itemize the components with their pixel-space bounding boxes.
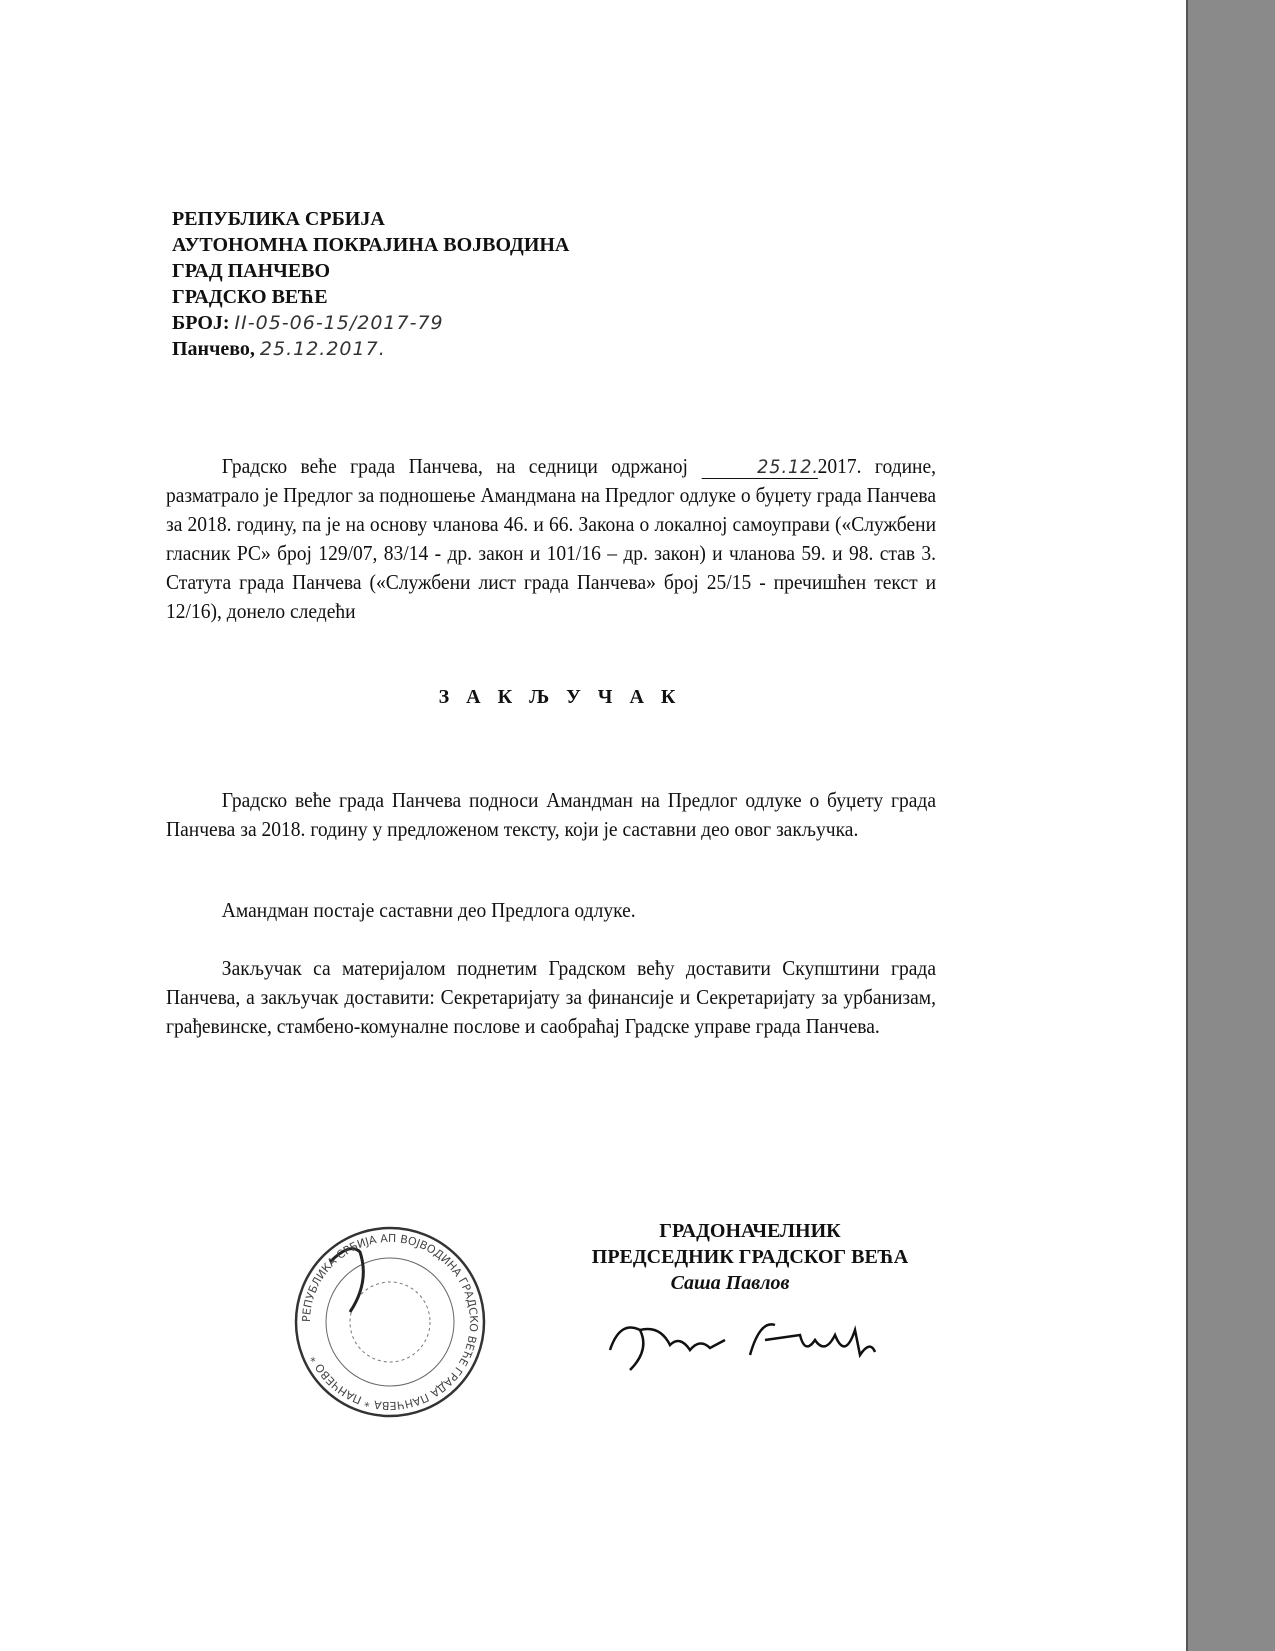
signatory-title-mayor: ГРАДОНАЧЕЛНИК bbox=[659, 1220, 841, 1242]
official-stamp bbox=[290, 1222, 490, 1422]
session-date-field: 25.12. bbox=[701, 456, 817, 479]
header-place-date: Панчево, 25.12.2017. bbox=[172, 338, 386, 360]
header-number: БРОЈ: II-05-06-15/2017-79 bbox=[172, 312, 444, 334]
header-council: ГРАДСКО ВЕЋЕ bbox=[172, 286, 328, 308]
document-title: З А К Љ У Ч А К bbox=[438, 686, 682, 708]
conclusion-paragraph-3: Закључак са материјалом поднетим Градском већу доставити Скупштини града Панчева, а закључак доставити: Секретаријату за финансије и Секретаријату за урбанизам, грађевинске, стамбено-комуналне послове и саобраћај Градске управе града Панчева. bbox=[166, 956, 937, 1038]
signatory-name: Саша Павлов bbox=[670, 1272, 790, 1294]
conclusion-paragraph-1: Градско веће града Панчева подноси Амандман на Предлог одлуке о буџету града Панчева за 2018. годину у предложеном тексту, који је саставни део овог закључка. bbox=[166, 788, 937, 841]
stamp-text: РЕПУБЛИКА СРБИЈА АП ВОЈВОДИНА ГРАДСКО ВЕЋЕ ГРАДА ПАНЧЕВА * ПАНЧЕВО * bbox=[299, 1231, 481, 1413]
header-country: РЕПУБЛИКА СРБИЈА bbox=[172, 208, 385, 230]
document-header bbox=[172, 206, 569, 362]
handwritten-signature bbox=[600, 1310, 900, 1380]
header-city: ГРАД ПАНЧЕВО bbox=[172, 260, 331, 282]
scanner-edge bbox=[1186, 0, 1275, 1651]
signature-block bbox=[540, 1218, 960, 1296]
handwritten-number: II-05-06-15/2017-79 bbox=[234, 312, 444, 334]
svg-text:РЕПУБЛИКА СРБИЈА АП ВОЈВОДИНА bbox=[300, 1232, 480, 1412]
signatory-title-president: ПРЕДСЕДНИК ГРАДСКОГ ВЕЋА bbox=[591, 1246, 909, 1268]
conclusion-paragraph-2: Амандман постаје саставни део Предлога одлуке. bbox=[221, 898, 636, 922]
handwritten-date: 25.12.2017. bbox=[259, 338, 386, 360]
intro-paragraph: Градско веће града Панчева, на седници одржаној 25.12.2017. године, разматрало је Предлог за подношење Амандмана на Предлог одлуке о буџету града Панчева за 2018. годину, па је на основу чланова 46. и 66. Закона о локалној самоуправи («Службени гласник РС» број 129/07, 83/14 - др. закон и 101/16 – др. закон) и чланова 59. и 98. став 3. Статута града Панчева («Службени лист града Панчева» број 25/15 - пречишћен текст и 12/16), донело следећи bbox=[166, 454, 937, 623]
header-province: АУТОНОМНА ПОКРАЈИНА ВОЈВОДИНА bbox=[172, 234, 570, 256]
